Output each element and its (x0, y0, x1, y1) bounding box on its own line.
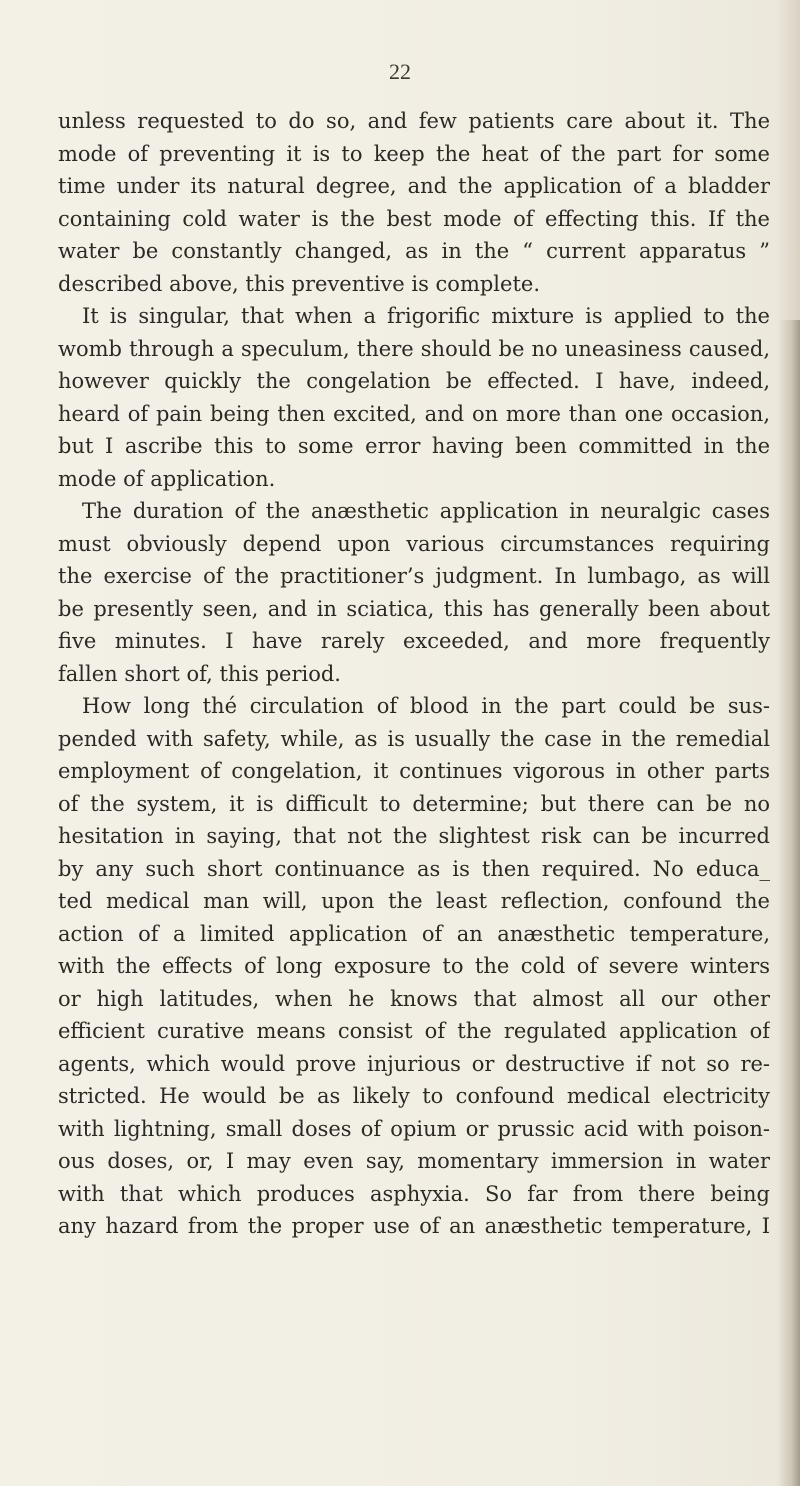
text-line: mode of application. (58, 466, 276, 491)
text-line: with that which produces asphyxia. So far from there being (58, 1181, 770, 1206)
text-line: water be constantly changed, as in the “ current apparatus ” (58, 239, 770, 263)
text-line: be presently seen, and in sciatica, this has generally been about (58, 596, 770, 621)
text-line: womb through a speculum, there should be no uneasiness caused, (58, 336, 770, 361)
page-edge-shadow (778, 320, 800, 1486)
text-line: employment of congelation, it continues vigorous in other parts (58, 759, 770, 783)
text-line: but I ascribe this to some error having been committed in the (58, 434, 770, 458)
text-line: action of a limited application of an anæsthetic temperature, (58, 921, 770, 946)
page-number: 22 (389, 59, 411, 84)
text-line: It is singular, that when a frigorific mixture is applied to the (82, 304, 770, 328)
text-line: time under its natural degree, and the application of a bladder (58, 174, 770, 198)
text-line: described above, this preventive is complete. (58, 271, 540, 296)
text-line: efficient curative means consist of the regulated application of (58, 1019, 770, 1043)
text-line: ted medical man will, upon the least reflection, confound the (58, 889, 770, 913)
text-line: five minutes. I have rarely exceeded, and more frequently (58, 629, 770, 653)
text-line: must obviously depend upon various circumstances requiring (58, 531, 770, 556)
text-line: by any such short continuance as is then required. No educa_ (58, 856, 770, 881)
text-line: mode of preventing it is to keep the heat of the part for some (58, 141, 770, 166)
text-line: or high latitudes, when he knows that almost all our other (58, 986, 770, 1011)
text-line: with lightning, small doses of opium or prussic acid with poison- (58, 1116, 770, 1141)
text-line: How long thé circulation of blood in the part could be sus- (82, 694, 770, 718)
text-line: ous doses, or, I may even say, momentary immersion in water (58, 1149, 770, 1173)
text-line: agents, which would prove injurious or destructive if not so re- (58, 1051, 770, 1076)
text-line: of the system, it is difficult to determine; but there can be no (58, 791, 770, 816)
text-line: however quickly the congelation be effected. I have, indeed, (58, 369, 770, 393)
text-line: heard of pain being then excited, and on more than one occasion, (58, 401, 770, 426)
text-line: with the effects of long exposure to the cold of severe winters (58, 954, 770, 978)
text-line: hesitation in saying, that not the slightest risk can be incurred (58, 824, 770, 848)
text-line: fallen short of, this period. (58, 661, 341, 686)
text-line: stricted. He would be as likely to confound medical electricity (58, 1084, 770, 1108)
text-line: The duration of the anæsthetic application in neuralgic cases (82, 499, 770, 523)
text-line: containing cold water is the best mode of effecting this. If the (58, 206, 770, 231)
body-text (58, 105, 770, 1243)
text-line: the exercise of the practitioner’s judgment. In lumbago, as will (58, 564, 770, 588)
text-line: pended with safety, while, as is usually the case in the remedial (58, 726, 770, 751)
text-line: any hazard from the proper use of an anæsthetic temperature, I (58, 1214, 770, 1238)
text-line: unless requested to do so, and few patients care about it. The (58, 109, 770, 133)
